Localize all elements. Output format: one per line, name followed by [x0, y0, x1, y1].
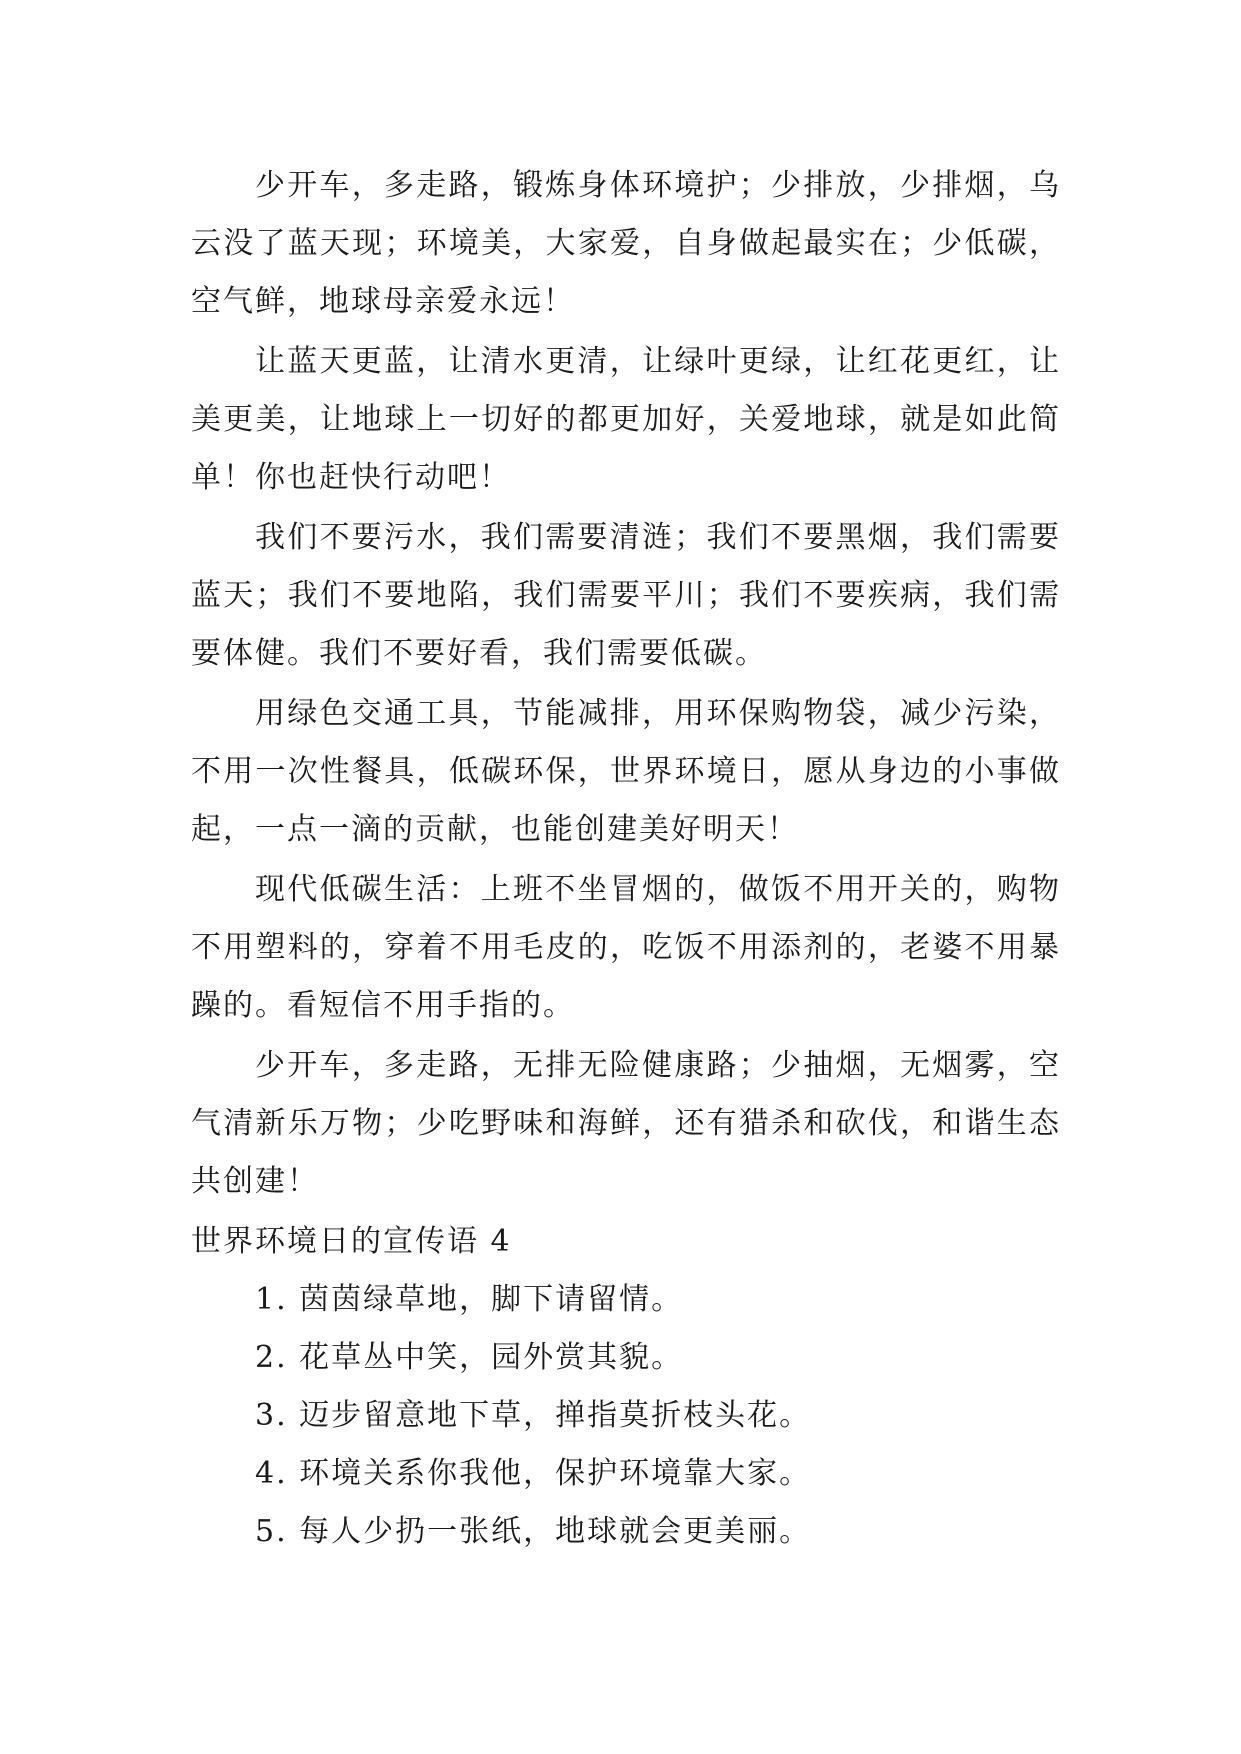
paragraph-4: 用绿色交通工具，节能减排，用环保购物袋，减少污染，不用一次性餐具，低碳环保，世界环境日，愿从身边的小事做起，一点一滴的贡献，也能创建美好明天！: [191, 696, 1061, 847]
list-item: 3. 迈步留意地下草，掸指莫折枝头花。: [255, 1398, 812, 1433]
list-item: 4. 环境关系你我他，保护环境靠大家。: [255, 1456, 812, 1491]
document-body: [191, 157, 1061, 1561]
paragraph-5: 现代低碳生活：上班不坐冒烟的，做饭不用开关的，购物不用塑料的，穿着不用毛皮的，吃饭不用添剂的，老婆不用暴躁的。看短信不用手指的。: [191, 872, 1061, 1023]
section-heading: 世界环境日的宣传语 4: [191, 1224, 512, 1259]
list-item: 1. 茵茵绿草地，脚下请留情。: [255, 1282, 684, 1317]
paragraph-6: 少开车，多走路，无排无险健康路；少抽烟，无烟雾，空气清新乐万物；少吃野味和海鲜，还有猎杀和砍伐，和谐生态共创建！: [191, 1048, 1061, 1199]
paragraph-1: 少开车，多走路，锻炼身体环境护；少排放，少排烟，乌云没了蓝天现；环境美，大家爱，自身做起最实在；少低碳，空气鲜，地球母亲爱永远！: [191, 168, 1061, 319]
list-item: 2. 花草丛中笑，园外赏其貌。: [255, 1340, 684, 1375]
paragraph-2: 让蓝天更蓝，让清水更清，让绿叶更绿，让红花更红，让美更美，让地球上一切好的都更加好，关爱地球，就是如此简单！你也赶快行动吧！: [191, 344, 1061, 495]
paragraph-3: 我们不要污水，我们需要清涟；我们不要黑烟，我们需要蓝天；我们不要地陷，我们需要平川；我们不要疾病，我们需要体健。我们不要好看，我们需要低碳。: [191, 520, 1061, 671]
list-item: 5. 每人少扔一张纸，地球就会更美丽。: [255, 1514, 812, 1549]
